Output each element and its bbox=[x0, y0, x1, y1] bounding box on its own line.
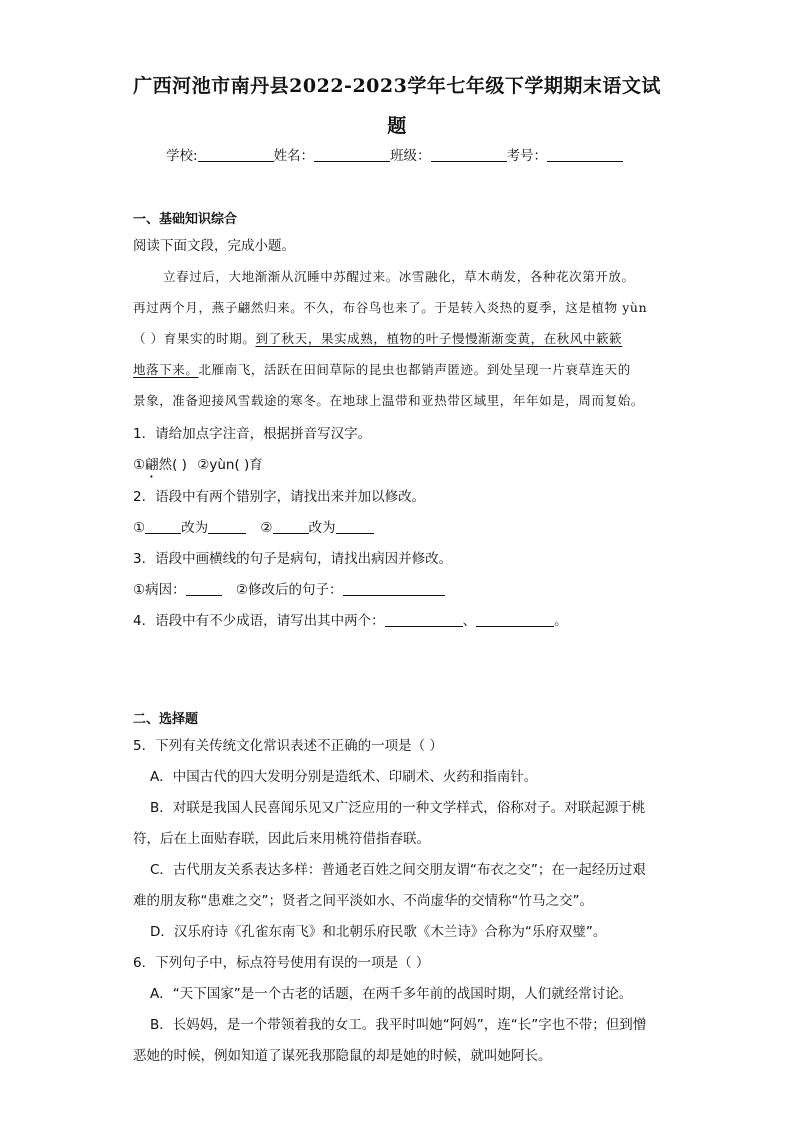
q3b-blank[interactable] bbox=[343, 581, 445, 596]
passage-line-2: 再过两个月，燕子翩然归来。不久，布谷鸟也来了。于是转入炎热的夏季，这是植物 yùn bbox=[133, 300, 648, 315]
section1-intro: 阅读下面文段，完成小题。 bbox=[133, 238, 295, 254]
question-2-answers bbox=[133, 516, 374, 536]
q3b-label: ②修改后的句子： bbox=[235, 582, 343, 598]
question-4 bbox=[133, 609, 568, 629]
passage-line-5: 景象，准备迎接风雪载途的寒冬。在地球上温带和亚热带区域里，年年如是，周而复始。 bbox=[133, 393, 644, 408]
q1a-paren[interactable]: 然( ) bbox=[158, 457, 187, 473]
q6-option-b-cont: 恶她的时候，例如知道了谋死我那隐鼠的却是她的时候，就叫她阿长。 bbox=[133, 1048, 552, 1064]
passage-line-4b: 北雁南飞，活跃在田间草际的昆虫也都销声匿迹。到处呈现一片衰草连天的 bbox=[198, 362, 631, 377]
q1b-answer[interactable]: ②yùn( )育 bbox=[197, 457, 263, 473]
question-1-answers bbox=[133, 453, 263, 481]
class-blank[interactable] bbox=[431, 147, 507, 162]
q4-prompt: 4．语段中有不少成语，请写出其中两个： bbox=[133, 613, 385, 629]
exam-title-line2: 题 bbox=[387, 115, 407, 137]
q2b-num: ② bbox=[260, 520, 273, 536]
question-1: 1．请给加点字注音，根据拼音写汉字。 bbox=[133, 426, 372, 442]
q3a-blank[interactable] bbox=[186, 581, 222, 596]
q5-option-b[interactable]: B．对联是我国人民喜闻乐见又广泛应用的一种文学样式，俗称对子。对联起源于桃 bbox=[150, 800, 646, 816]
passage-line-3 bbox=[133, 329, 667, 347]
q1a-dotted-char: 翩 bbox=[145, 457, 159, 473]
class-label: 班级： bbox=[390, 148, 431, 164]
q2a-num: ① bbox=[133, 520, 146, 536]
underlined-sick-sentence-end: 地落下来。 bbox=[133, 362, 199, 377]
passage-line-4 bbox=[133, 360, 667, 378]
q5-option-c-cont: 难的朋友称“患难之交”；贤者之间平淡如水、不尚虚华的交情称“竹马之交”。 bbox=[133, 893, 593, 909]
question-3: 3．语段中画横线的句子是病句，请找出病因并修改。 bbox=[133, 551, 453, 567]
q6-option-b[interactable]: B．长妈妈，是一个带领着我的女工。我平时叫她“阿妈”，连“长”字也不带；但到憎 bbox=[150, 1017, 647, 1033]
name-blank[interactable] bbox=[314, 147, 390, 162]
q6-option-a[interactable]: A．“天下国家”是一个古老的话题，在两千多年前的战国时期，人们就经常讨论。 bbox=[150, 986, 633, 1002]
school-blank[interactable] bbox=[198, 147, 274, 162]
underlined-sick-sentence: 到了秋天，果实成熟，植物的叶子慢慢渐渐变黄，在秋风中簌簌 bbox=[255, 331, 623, 346]
q3a-label: ①病因： bbox=[133, 582, 186, 598]
q5-option-a[interactable]: A．中国古代的四大发明分别是造纸术、印刷术、火药和指南针。 bbox=[150, 769, 538, 785]
school-label: 学校: bbox=[166, 148, 198, 164]
q2b-change-label: 改为 bbox=[308, 520, 336, 536]
question-6: 6．下列句子中，标点符号使用有误的一项是（ ） bbox=[133, 955, 430, 971]
exam-no-blank[interactable] bbox=[547, 147, 623, 162]
q5-option-c[interactable]: C．古代朋友关系表达多样：普通老百姓之间交朋友谓“布衣之交”；在一起经历过艰 bbox=[150, 862, 646, 878]
q4-blank-1[interactable] bbox=[385, 612, 463, 627]
q2b-wrong-blank[interactable] bbox=[273, 519, 309, 534]
question-5: 5．下列有关传统文化常识表述不正确的一项是（ ） bbox=[133, 738, 443, 754]
name-label: 姓名： bbox=[273, 148, 315, 164]
q4-blank-2[interactable] bbox=[476, 612, 554, 627]
section1-heading: 一、基础知识综合 bbox=[133, 212, 238, 227]
exam-no-label: 考号： bbox=[506, 148, 548, 164]
question-3-answers bbox=[133, 578, 445, 598]
q2a-wrong-blank[interactable] bbox=[145, 519, 181, 534]
student-info-row bbox=[166, 144, 623, 164]
q4-end: 。 bbox=[554, 613, 568, 629]
q2a-correct-blank[interactable] bbox=[208, 519, 246, 534]
q5-option-d[interactable]: D．汉乐府诗《孔雀东南飞》和北朝乐府民歌《木兰诗》合称为“乐府双璧”。 bbox=[150, 924, 607, 940]
q2b-correct-blank[interactable] bbox=[336, 519, 374, 534]
q5-option-b-cont: 符，后在上面贴春联，因此后来用桃符借指春联。 bbox=[133, 831, 430, 847]
q2a-change-label: 改为 bbox=[181, 520, 209, 536]
q1a-num: ① bbox=[133, 457, 146, 473]
q4-sep: 、 bbox=[462, 613, 477, 629]
passage-line-1: 立春过后，大地渐渐从沉睡中苏醒过来。冰雪融化，草木萌发，各种花次第开放。 bbox=[163, 269, 635, 284]
passage-line-3a: （ ）育果实的时期。 bbox=[133, 331, 256, 346]
section2-heading: 二、选择题 bbox=[133, 712, 199, 727]
question-2: 2．语段中有两个错别字，请找出来并加以修改。 bbox=[133, 489, 426, 505]
exam-title-line1: 广西河池市南丹县2022-2023学年七年级下学期期末语文试 bbox=[133, 75, 661, 97]
